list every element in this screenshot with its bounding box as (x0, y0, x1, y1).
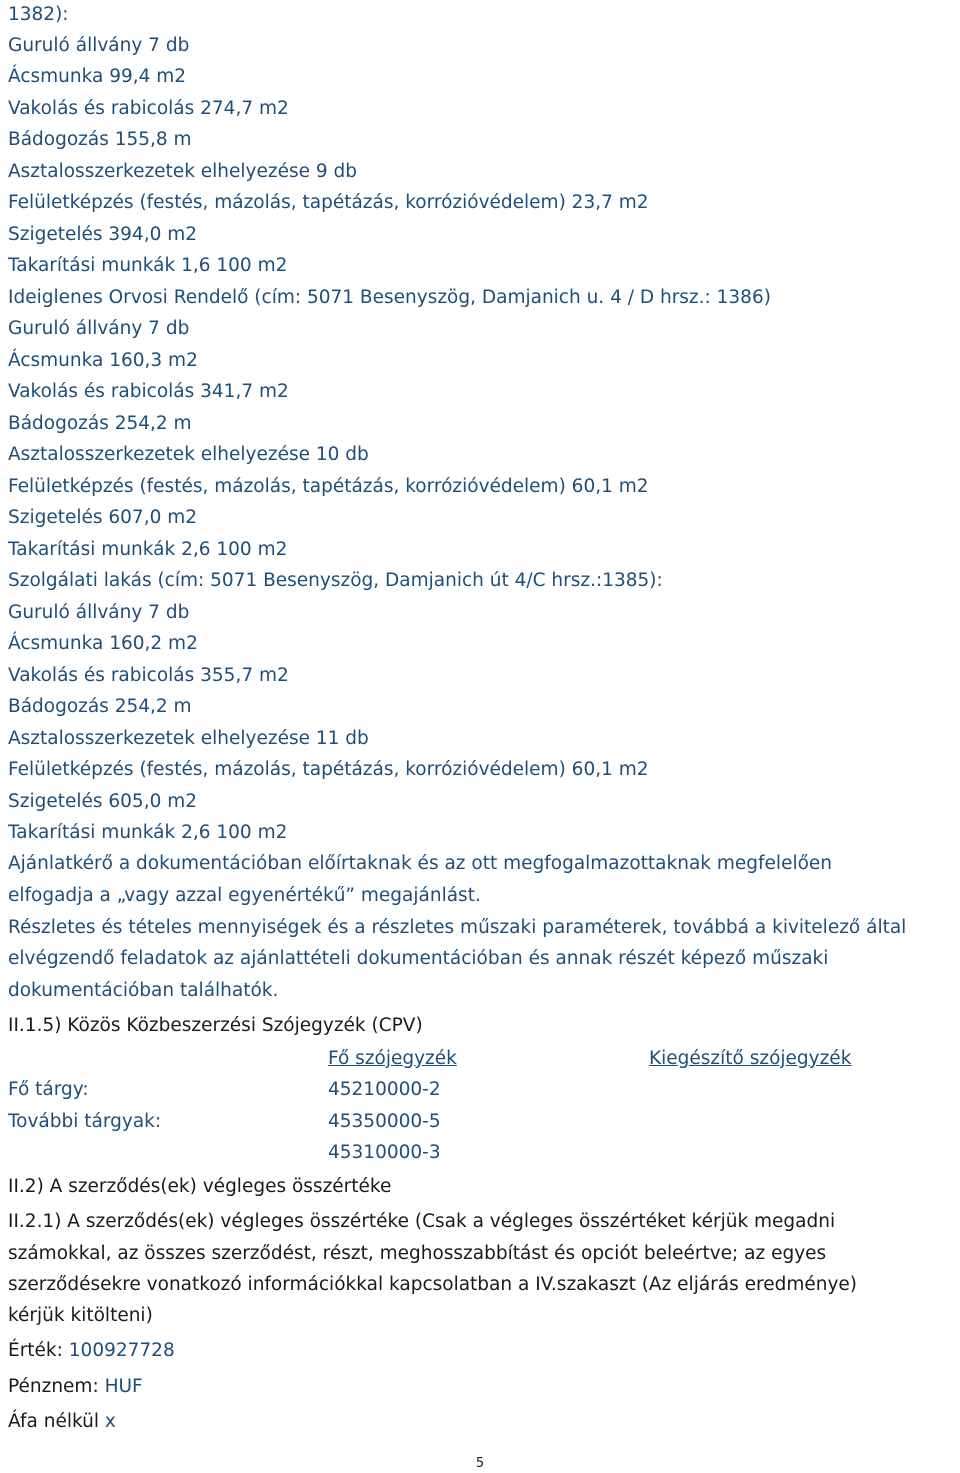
list-line: Ácsmunka 160,2 m2 (8, 633, 198, 654)
list-line: Ideiglenes Orvosi Rendelő (cím: 5071 Besenyszög, Damjanich u. 4 / D hrsz.: 1386) (8, 287, 771, 308)
list-line: Szigetelés 607,0 m2 (8, 507, 198, 528)
list-line: Vakolás és rabicolás 355,7 m2 (8, 665, 289, 686)
list-line: Bádogozás 254,2 m (8, 413, 192, 434)
list-line: Felületképzés (festés, mázolás, tapétázás, korrózióvédelem) 60,1 m2 (8, 759, 649, 780)
other-subject-code: 45310000-3 (328, 1142, 441, 1163)
list-line: Guruló állvány 7 db (8, 35, 190, 56)
total-subheading-line: szerződésekre vonatkozó információkkal kapcsolatban a IV.szakaszt (Az eljárás eredménye) (8, 1274, 858, 1295)
vat-mark: x (104, 1411, 116, 1432)
value-row (8, 1338, 175, 1364)
list-line: Szolgálati lakás (cím: 5071 Besenyszög, Damjanich út 4/C hrsz.:1385): (8, 570, 663, 591)
list-line: Takarítási munkák 2,6 100 m2 (8, 539, 288, 560)
list-line: Vakolás és rabicolás 274,7 m2 (8, 98, 289, 119)
currency-value: HUF (104, 1376, 143, 1397)
list-line: Felületképzés (festés, mázolás, tapétázás, korrózióvédelem) 23,7 m2 (8, 192, 649, 213)
list-line: Takarítási munkák 2,6 100 m2 (8, 822, 288, 843)
currency-row (8, 1374, 143, 1400)
list-line: Asztalosszerkezetek elhelyezése 11 db (8, 728, 369, 749)
total-subheading-line: II.2.1) A szerződés(ek) végleges összértéke (Csak a végleges összértéket kérjük megadni (8, 1211, 836, 1232)
list-line: Ajánlatkérő a dokumentációban előírtaknak és az ott megfogalmazottaknak megfelelően (8, 853, 833, 874)
list-line: Ácsmunka 99,4 m2 (8, 66, 187, 87)
main-subject-label: Fő tárgy: (8, 1079, 89, 1100)
value-amount: 100927728 (68, 1340, 175, 1361)
list-line: elfogadja a „vagy azzal egyenértékű” megajánlást. (8, 885, 481, 906)
list-line: Vakolás és rabicolás 341,7 m2 (8, 381, 289, 402)
list-line: Felületképzés (festés, mázolás, tapétázás, korrózióvédelem) 60,1 m2 (8, 476, 649, 497)
list-line: Bádogozás 155,8 m (8, 129, 192, 150)
cpv-heading: II.1.5) Közös Közbeszerzési Szójegyzék (CPV) (8, 1015, 423, 1036)
vat-row (8, 1409, 116, 1435)
currency-label: Pénznem: (8, 1376, 99, 1397)
total-heading: II.2) A szerződés(ek) végleges összértéke (8, 1176, 392, 1197)
list-line: Bádogozás 254,2 m (8, 696, 192, 717)
list-line: Ácsmunka 160,3 m2 (8, 350, 198, 371)
list-line: Szigetelés 605,0 m2 (8, 791, 198, 812)
list-line: Részletes és tételes mennyiségek és a részletes műszaki paraméterek, továbbá a kivitelező által (8, 917, 907, 938)
cpv-col-main: Fő szójegyzék (328, 1048, 457, 1069)
list-line: Asztalosszerkezetek elhelyezése 10 db (8, 444, 369, 465)
list-line: 1382): (8, 4, 69, 25)
list-line: Takarítási munkák 1,6 100 m2 (8, 255, 288, 276)
other-subjects-label: További tárgyak: (8, 1111, 162, 1132)
list-line: dokumentációban találhatók. (8, 980, 279, 1001)
list-line: Guruló állvány 7 db (8, 318, 190, 339)
main-subject-code: 45210000-2 (328, 1079, 441, 1100)
total-subheading-line: kérjük kitölteni) (8, 1305, 153, 1326)
page-number: 5 (475, 1456, 485, 1471)
cpv-col-supplementary: Kiegészítő szójegyzék (649, 1048, 852, 1069)
vat-label: Áfa nélkül (8, 1411, 99, 1432)
list-line: elvégzendő feladatok az ajánlattételi dokumentációban és annak részét képező műszaki (8, 948, 829, 969)
value-label: Érték: (8, 1340, 63, 1361)
list-line: Asztalosszerkezetek elhelyezése 9 db (8, 161, 358, 182)
other-subject-code: 45350000-5 (328, 1111, 441, 1132)
list-line: Szigetelés 394,0 m2 (8, 224, 198, 245)
list-line: Guruló állvány 7 db (8, 602, 190, 623)
total-subheading-line: számokkal, az összes szerződést, részt, meghosszabbítást és opciót beleértve; az egyes (8, 1243, 827, 1264)
